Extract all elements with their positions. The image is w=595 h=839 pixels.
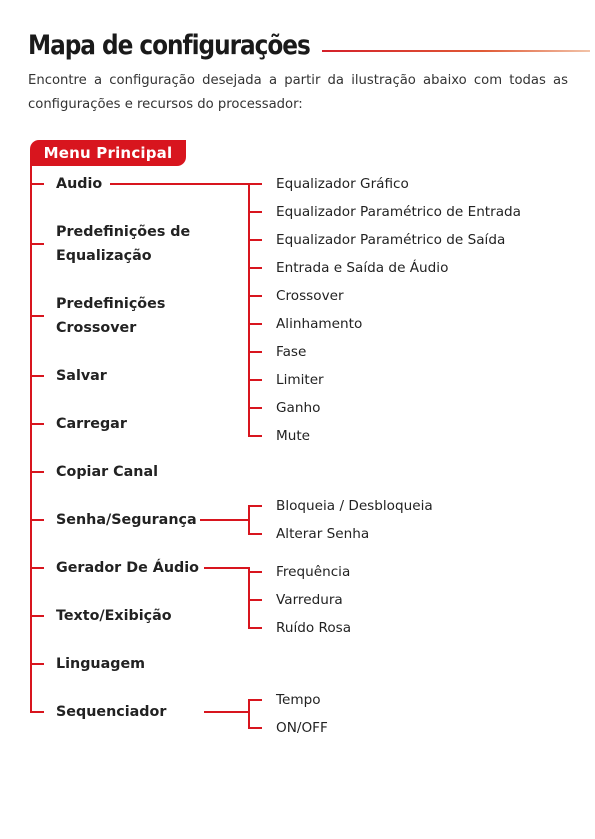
sequencer-bracket xyxy=(248,699,250,729)
submenu-item-gain[interactable]: Ganho xyxy=(276,400,321,416)
menu-item-language[interactable]: Linguagem xyxy=(56,656,146,672)
audio-sub-tick xyxy=(248,239,262,241)
security-bracket xyxy=(248,505,250,535)
tick-save xyxy=(30,375,44,377)
security-sub-tick xyxy=(248,505,262,507)
audio-sub-tick xyxy=(248,183,262,185)
submenu-item-graphic-eq[interactable]: Equalizador Gráfico xyxy=(276,176,409,192)
submenu-item-frequency[interactable]: Frequência xyxy=(276,564,351,580)
audio-sub-tick xyxy=(248,267,262,269)
submenu-item-audio-io[interactable]: Entrada e Saída de Áudio xyxy=(276,260,449,276)
menu-item-load[interactable]: Carregar xyxy=(56,416,127,432)
menu-item-audio[interactable]: Audio xyxy=(56,176,103,192)
tick-copy-channel xyxy=(30,471,44,473)
audio-connector xyxy=(110,183,248,185)
submenu-item-pink-noise[interactable]: Ruído Rosa xyxy=(276,620,352,636)
generator-sub-tick xyxy=(248,599,262,601)
audio-sub-tick xyxy=(248,295,262,297)
submenu-item-output-parametric-eq[interactable]: Equalizador Paramétrico de Saída xyxy=(276,232,506,248)
tick-audio xyxy=(30,183,44,185)
sequencer-sub-tick xyxy=(248,727,262,729)
generator-connector xyxy=(204,567,248,569)
menu-item-crossover-presets[interactable]: Predefinições Crossover xyxy=(56,296,166,336)
menu-item-save[interactable]: Salvar xyxy=(56,368,107,384)
tick-eq-presets xyxy=(30,243,44,245)
menu-item-eq-presets[interactable]: Predefinições de Equalização xyxy=(56,224,191,264)
submenu-item-sweep[interactable]: Varredura xyxy=(276,592,343,608)
generator-sub-tick xyxy=(248,627,262,629)
tick-crossover-presets xyxy=(30,315,44,317)
menu-item-audio-generator[interactable]: Gerador De Áudio xyxy=(56,560,199,576)
generator-sub-tick xyxy=(248,571,262,573)
audio-sub-tick xyxy=(248,435,262,437)
audio-bracket xyxy=(248,183,250,436)
submenu-item-time[interactable]: Tempo xyxy=(276,692,321,708)
menu-item-sequencer[interactable]: Sequenciador xyxy=(56,704,167,720)
menu-principal-badge: Menu Principal xyxy=(30,140,186,166)
tick-text-display xyxy=(30,615,44,617)
submenu-item-on-off[interactable]: ON/OFF xyxy=(276,720,328,736)
submenu-item-lock-unlock[interactable]: Bloqueia / Desbloqueia xyxy=(276,498,433,514)
submenu-item-phase[interactable]: Fase xyxy=(276,344,307,360)
title-rule xyxy=(322,50,590,52)
tick-audio-generator xyxy=(30,567,44,569)
tick-sequencer xyxy=(30,711,44,713)
intro-text: Encontre a configuração desejada a partir da ilustração abaixo com todas as configurações e recursos do processador: xyxy=(28,73,568,112)
sequencer-sub-tick xyxy=(248,699,262,701)
submenu-item-change-password[interactable]: Alterar Senha xyxy=(276,526,370,542)
security-sub-tick xyxy=(248,533,262,535)
tick-security xyxy=(30,519,44,521)
menu-item-security[interactable]: Senha/Segurança xyxy=(56,512,197,528)
sequencer-connector xyxy=(204,711,248,713)
security-connector xyxy=(200,519,248,521)
audio-sub-tick xyxy=(248,407,262,409)
submenu-item-limiter[interactable]: Limiter xyxy=(276,372,324,388)
audio-sub-tick xyxy=(248,351,262,353)
audio-sub-tick xyxy=(248,379,262,381)
tick-load xyxy=(30,423,44,425)
menu-item-text-display[interactable]: Texto/Exibição xyxy=(56,608,172,624)
submenu-item-alignment[interactable]: Alinhamento xyxy=(276,316,363,332)
generator-bracket xyxy=(248,567,250,629)
page-title: Mapa de configurações xyxy=(28,30,310,61)
submenu-item-input-parametric-eq[interactable]: Equalizador Paramétrico de Entrada xyxy=(276,204,522,220)
submenu-item-crossover[interactable]: Crossover xyxy=(276,288,344,304)
audio-sub-tick xyxy=(248,323,262,325)
tick-language xyxy=(30,663,44,665)
menu-item-copy-channel[interactable]: Copiar Canal xyxy=(56,464,158,480)
menu-trunk-line xyxy=(30,166,32,712)
audio-sub-tick xyxy=(248,211,262,213)
submenu-item-mute[interactable]: Mute xyxy=(276,428,311,444)
